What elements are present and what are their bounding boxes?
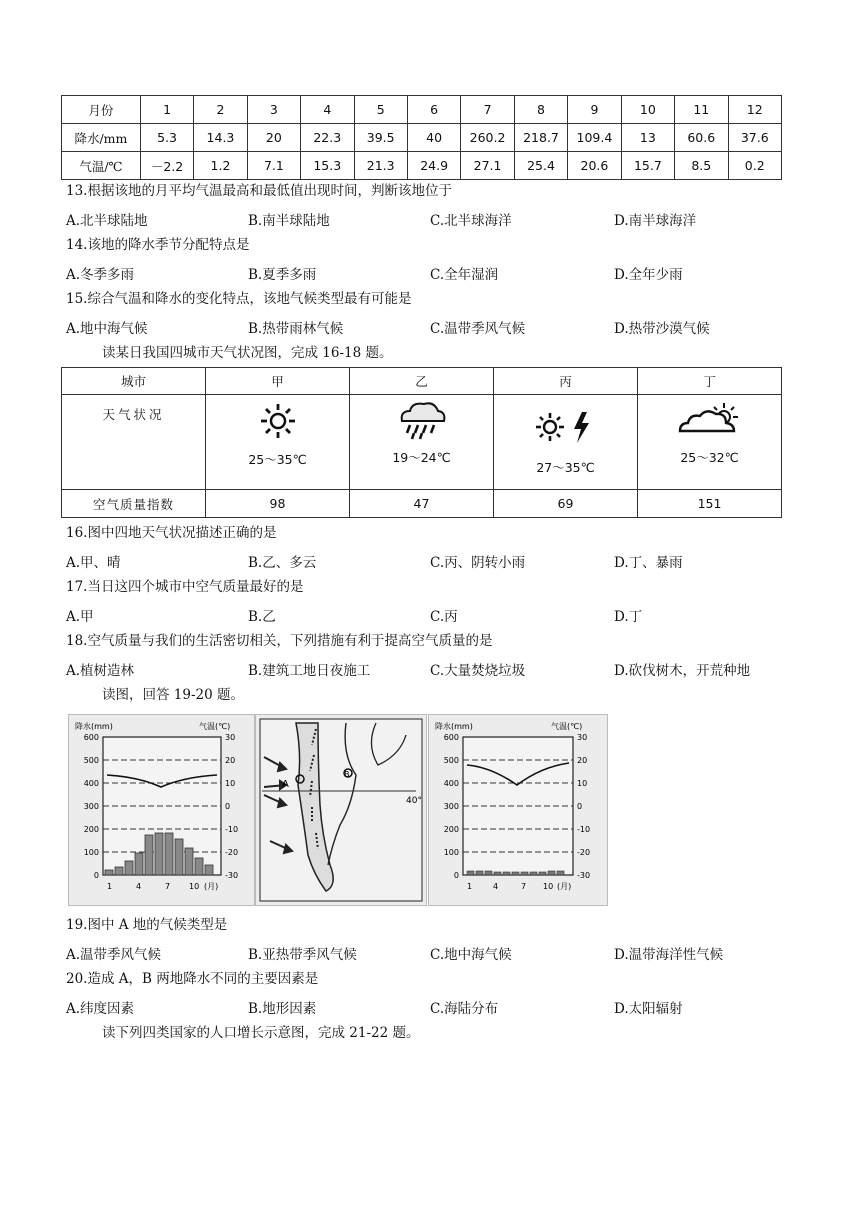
ylabel-left: 降水(mm) — [435, 722, 473, 731]
option-b[interactable]: B.夏季多雨 — [248, 267, 317, 283]
climate-chart-a — [68, 714, 255, 906]
table-row — [62, 96, 782, 124]
table-cell: 15.7 — [621, 152, 674, 180]
option-a[interactable]: A.甲、晴 — [66, 555, 121, 571]
table-cell: 12 — [728, 96, 782, 124]
tick-label: 100 — [83, 848, 99, 857]
option-d[interactable]: D.太阳辐射 — [614, 1001, 683, 1017]
tick-label: 400 — [83, 779, 99, 788]
option-a[interactable]: A.植树造林 — [66, 663, 135, 679]
question-18: 18.空气质量与我们的生活密切相关，下列措施有利于提高空气质量的是 — [66, 633, 493, 649]
tick-label: 30 — [577, 733, 588, 742]
tick-label: 600 — [83, 733, 99, 742]
table-row — [62, 124, 782, 152]
tick-label: 600 — [443, 733, 459, 742]
tick-label: 500 — [443, 756, 459, 765]
tick-label: 30 — [225, 733, 236, 742]
table-cell: 21.3 — [354, 152, 407, 180]
option-d[interactable]: D.全年少雨 — [614, 267, 683, 283]
tick-label: -20 — [225, 848, 239, 857]
option-a[interactable]: A.冬季多雨 — [66, 267, 135, 283]
option-d[interactable]: D.热带沙漠气候 — [614, 321, 710, 337]
weather-cell — [494, 395, 638, 490]
weather-header: 天气状况 — [62, 395, 206, 490]
option-b[interactable]: B.地形因素 — [248, 1001, 317, 1017]
question-20: 20.造成 A，B 两地降水不同的主要因素是 — [66, 971, 319, 987]
option-a[interactable]: A.温带季风气候 — [66, 947, 162, 963]
weather-cell — [350, 395, 494, 490]
tick-label: 200 — [443, 825, 459, 834]
table-cell: 37.6 — [728, 124, 782, 152]
question-18-options — [66, 659, 786, 677]
option-c[interactable]: C.温带季风气候 — [430, 321, 526, 337]
aqi-header: 空气质量指数 — [62, 490, 206, 518]
tick-label: -30 — [577, 871, 591, 880]
city-header: 城市 — [62, 368, 206, 395]
tick-label: 20 — [577, 756, 588, 765]
table-cell: 7 — [461, 96, 514, 124]
tick-label: 300 — [83, 802, 99, 811]
option-c[interactable]: C.海陆分布 — [430, 1001, 499, 1017]
tick-label: 1 — [467, 882, 473, 891]
sun-icon — [206, 401, 349, 446]
climate-table — [61, 95, 782, 180]
table-cell: 6 — [407, 96, 460, 124]
option-a[interactable]: A.甲 — [66, 609, 94, 625]
table-cell: 14.3 — [194, 124, 247, 152]
temp-range: 27～35℃ — [536, 460, 595, 475]
tick-label: 400 — [443, 779, 459, 788]
table-cell: 1.2 — [194, 152, 247, 180]
city-name: 乙 — [350, 368, 494, 395]
option-c[interactable]: C.大量焚烧垃圾 — [430, 663, 526, 679]
question-17: 17.当日这四个城市中空气质量最好的是 — [66, 579, 304, 595]
tick-label: 4 — [493, 882, 499, 891]
question-20-options — [66, 997, 786, 1015]
climate-chart-b — [428, 714, 608, 906]
option-d[interactable]: D.丁、暴雨 — [614, 555, 683, 571]
tick-label: -10 — [225, 825, 239, 834]
tick-label: 0 — [453, 871, 459, 880]
table-cell: 40 — [407, 124, 460, 152]
question-17-options — [66, 605, 786, 623]
table-cell: 15.3 — [301, 152, 354, 180]
table-cell: 7.1 — [247, 152, 300, 180]
table-cell: 20 — [247, 124, 300, 152]
tick-label: 7 — [521, 882, 527, 891]
city-name: 丁 — [638, 368, 782, 395]
table-cell: 10 — [621, 96, 674, 124]
point-a-label: A — [282, 779, 289, 790]
sun-cloud-icon — [638, 399, 781, 444]
table-cell: 20.6 — [568, 152, 621, 180]
table-cell: 24.9 — [407, 152, 460, 180]
option-b[interactable]: B.热带雨林气候 — [248, 321, 344, 337]
tick-label: 4 — [136, 882, 142, 891]
table-row — [62, 368, 782, 395]
tick-label: 300 — [443, 802, 459, 811]
option-b[interactable]: B.南半球陆地 — [248, 213, 330, 229]
cloud-rain-icon — [350, 399, 493, 444]
sun-lightning-icon — [494, 409, 637, 454]
latitude-label: 40° — [406, 796, 422, 806]
weather-cell — [206, 395, 350, 490]
option-b[interactable]: B.建筑工地日夜施工 — [248, 663, 371, 679]
city-name: 丙 — [494, 368, 638, 395]
table-cell: 109.4 — [568, 124, 621, 152]
option-a[interactable]: A.北半球陆地 — [66, 213, 148, 229]
table-row — [62, 152, 782, 180]
option-d[interactable]: D.温带海洋性气候 — [614, 947, 724, 963]
option-a[interactable]: A.地中海气候 — [66, 321, 148, 337]
table-cell: 8 — [514, 96, 567, 124]
ylabel-left: 降水(mm) — [75, 722, 113, 731]
option-b[interactable]: B.乙、多云 — [248, 555, 317, 571]
tick-label: 200 — [83, 825, 99, 834]
question-13: 13.根据该地的月平均气温最高和最低值出现时间，判断该地位于 — [66, 183, 452, 199]
aqi-value: 151 — [638, 490, 782, 518]
weather-table — [61, 367, 782, 518]
question-15-options — [66, 317, 786, 335]
option-c[interactable]: C.丙、阴转小雨 — [430, 555, 526, 571]
table-cell: 25.4 — [514, 152, 567, 180]
weather-cell — [638, 395, 782, 490]
table-row — [62, 395, 782, 490]
tick-label: 10 — [543, 882, 554, 891]
tick-label: 10 — [189, 882, 200, 891]
tick-label: 1 — [107, 882, 113, 891]
option-d[interactable]: D.丁 — [614, 609, 643, 625]
tick-label: -30 — [225, 871, 239, 880]
question-13-options — [66, 209, 786, 227]
option-b[interactable]: B.乙 — [248, 609, 276, 625]
option-d[interactable]: D.南半球海洋 — [614, 213, 697, 229]
question-16: 16.图中四地天气状况描述正确的是 — [66, 525, 277, 541]
table-cell: 39.5 — [354, 124, 407, 152]
tick-label: 500 — [83, 756, 99, 765]
temp-range: 25～35℃ — [248, 452, 307, 467]
question-14: 14.该地的降水季节分配特点是 — [66, 237, 250, 253]
question-16-options — [66, 551, 786, 569]
option-a[interactable]: A.纬度因素 — [66, 1001, 135, 1017]
temp-range: 25～32℃ — [680, 450, 739, 465]
table-cell: 5.3 — [140, 124, 193, 152]
tick-label: 0 — [93, 871, 99, 880]
question-19: 19.图中 A 地的气候类型是 — [66, 917, 228, 933]
table-cell: 1 — [140, 96, 193, 124]
table-cell: 22.3 — [301, 124, 354, 152]
intro-19-20: 读图，回答 19-20 题。 — [102, 687, 245, 703]
option-b[interactable]: B.亚热带季风气候 — [248, 947, 357, 963]
tick-label: 10 — [577, 779, 588, 788]
aqi-value: 69 — [494, 490, 638, 518]
question-14-options — [66, 263, 786, 281]
option-c[interactable]: C.北半球海洋 — [430, 213, 512, 229]
tick-label: -10 — [577, 825, 591, 834]
table-cell: －2.2 — [140, 152, 193, 180]
option-c[interactable]: C.地中海气候 — [430, 947, 512, 963]
map-figure — [255, 714, 427, 906]
tick-label: 10 — [225, 779, 236, 788]
table-cell: 11 — [675, 96, 728, 124]
table-cell: 218.7 — [514, 124, 567, 152]
tick-label: 0 — [577, 802, 583, 811]
tick-label: 20 — [225, 756, 236, 765]
intro-21-22: 读下列四类国家的人口增长示意图，完成 21-22 题。 — [102, 1025, 420, 1041]
table-cell: 5 — [354, 96, 407, 124]
row-header-precip: 降水/mm — [62, 124, 141, 152]
tick-label: 7 — [165, 882, 171, 891]
table-cell: 13 — [621, 124, 674, 152]
option-d[interactable]: D.砍伐树木，开荒种地 — [614, 663, 751, 679]
table-cell: 60.6 — [675, 124, 728, 152]
tick-label: -20 — [577, 848, 591, 857]
point-b-label: B — [344, 770, 350, 779]
row-header-temp: 气温/℃ — [62, 152, 141, 180]
table-cell: 4 — [301, 96, 354, 124]
ylabel-right: 气温(℃) — [199, 722, 231, 731]
tick-label: (月) — [557, 882, 572, 891]
ylabel-right: 气温(℃) — [551, 722, 583, 731]
table-row — [62, 490, 782, 518]
aqi-value: 98 — [206, 490, 350, 518]
table-cell: 9 — [568, 96, 621, 124]
table-cell: 260.2 — [461, 124, 514, 152]
table-cell: 27.1 — [461, 152, 514, 180]
option-c[interactable]: C.丙 — [430, 609, 458, 625]
tick-label: 0 — [225, 802, 231, 811]
tick-label: 100 — [443, 848, 459, 857]
intro-16-18: 读某日我国四城市天气状况图，完成 16-18 题。 — [102, 345, 393, 361]
tick-label: (月) — [204, 882, 219, 891]
city-name: 甲 — [206, 368, 350, 395]
table-cell: 2 — [194, 96, 247, 124]
row-header-month: 月份 — [62, 96, 141, 124]
table-cell: 8.5 — [675, 152, 728, 180]
option-c[interactable]: C.全年湿润 — [430, 267, 499, 283]
table-cell: 3 — [247, 96, 300, 124]
aqi-value: 47 — [350, 490, 494, 518]
temp-range: 19～24℃ — [392, 450, 451, 465]
table-cell: 0.2 — [728, 152, 782, 180]
question-19-options — [66, 943, 786, 961]
question-15: 15.综合气温和降水的变化特点，该地气候类型最有可能是 — [66, 291, 412, 307]
